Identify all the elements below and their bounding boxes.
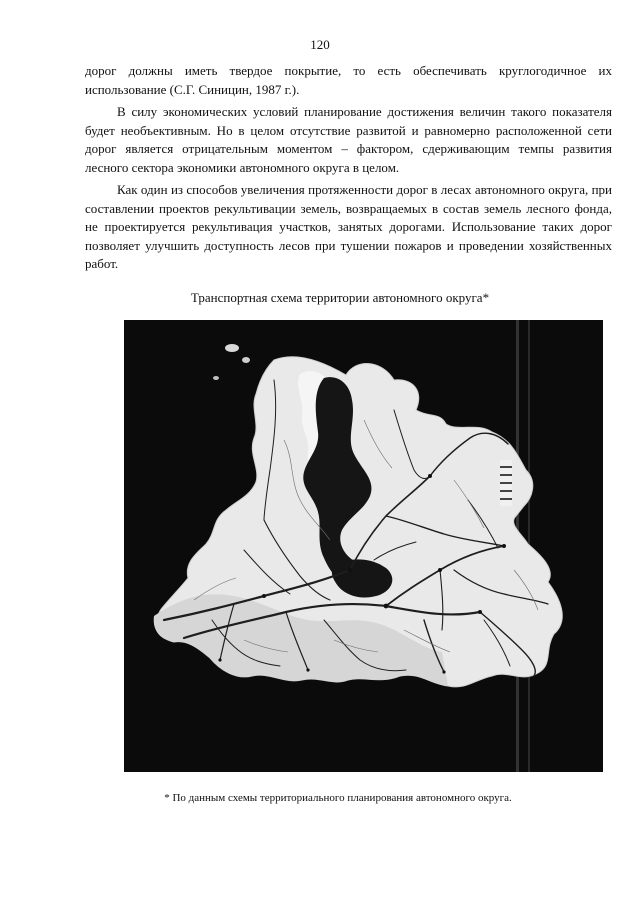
map-legend bbox=[500, 460, 512, 506]
page-number: 120 bbox=[310, 37, 330, 52]
paragraph-economic-conditions: В силу экономических условий планирование достижения величин такого показателя будет необъективным. Но в целом отсутствие развитой и равномерно расположенной сети дорог является отрицательным моментом – фактором, сдерживающим темпы развития лесного сектора экономики автономного округа в целом. bbox=[85, 104, 612, 175]
figure-caption: Транспортная схема территории автономного округа* bbox=[190, 290, 490, 305]
body-text bbox=[85, 62, 612, 278]
paragraph-continuation: дорог должны иметь твердое покрытие, то есть обеспечивать круглогодичное их использование (С.Г. Синицин, 1987 г.). bbox=[85, 63, 612, 97]
transport-map-image bbox=[124, 320, 603, 772]
paragraph-road-extension: Как один из способов увеличения протяженности дорог в лесах автономного округа, при составлении проектов рекультивации земель, возвращаемых в состав земель лесного фонда, не проектируется рекультивация участков, занятых дорогами. Использование таких дорог позволяет улучшить доступность лесов при тушении пожаров и проведении хозяйственных работ. bbox=[85, 182, 612, 271]
transport-map bbox=[124, 320, 603, 772]
figure-footnote: * По данным схемы территориального планирования автономного округа. bbox=[164, 792, 512, 804]
